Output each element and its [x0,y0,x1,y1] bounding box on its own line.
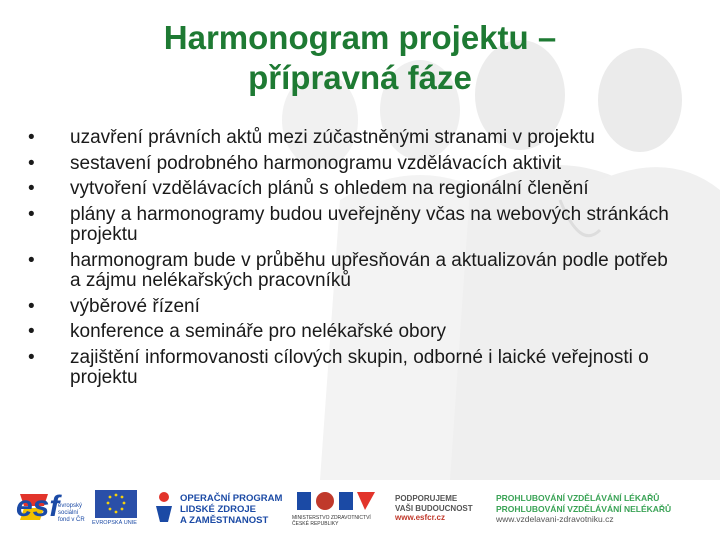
esf-subtext [58,503,85,524]
eu-label: EVROPSKÁ UNIE [92,520,137,526]
bullet-text: uzavření právních aktů mezi zúčastněnými stranami v projektu [70,127,595,148]
bullet-dot: • [28,127,35,148]
esf-wordmark: esf [16,490,60,523]
project-line: PROHLUBOVÁNÍ VZDĚLÁVÁNÍ NELÉKAŘŮ [496,503,672,514]
bullet-text: zajištění informovanosti cílových skupin, odborné i laické veřejnosti o projektu [70,346,649,388]
op-lzz-icon [152,490,176,524]
bullet-dot: • [28,249,35,271]
eu-flag-icon [95,490,137,518]
esf-subtext-line: fond v ČR [58,517,85,523]
bullet-dot: • [28,295,35,317]
op-line: OPERAČNÍ PROGRAM [180,493,283,504]
op-line: LIDSKÉ ZDROJE [180,504,257,515]
bullet-item [28,154,678,175]
support-line: PODPORUJEME [395,494,458,503]
slide-title [80,18,640,98]
project-line: PROHLUBOVÁNÍ VZDĚLÁVÁNÍ LÉKAŘŮ [496,493,660,503]
bullet-text: plány a harmonogramy budou uveřejněny včas na webových stránkách projektu [70,203,669,245]
bullet-dot: • [28,346,35,368]
bullet-item [28,251,678,292]
title-line-1: Harmonogram projektu – [163,19,557,56]
bullet-text: výběrové řízení [70,295,200,317]
bullet-text: harmonogram bude v průběhu upřesňován a aktualizován podle potřeb a zájmu nelékařských pracovníků [70,249,668,291]
ministry-logo-icon [295,488,377,514]
bullet-dot: • [28,152,35,174]
bullet-text: sestavení podrobného harmonogramu vzdělávacích aktivit [70,152,562,174]
esf-subtext-line: sociální [58,510,79,516]
bullet-dot: • [28,203,35,225]
ministry-line: ČESKÉ REPUBLIKY [292,521,339,527]
op-line: A ZAMĚSTNANOST [180,515,269,526]
support-url: www.esfcr.cz [395,513,445,522]
bullet-text: konference a semináře pro nelékařské obory [70,321,446,342]
ministry-line: MINISTERSTVO ZDRAVOTNICTVÍ [292,515,371,521]
op-lzz-text [180,493,282,526]
support-text [395,494,473,523]
project-url: www.vzdelavani-zdravotniku.cz [496,514,614,524]
bullet-text: vytvoření vzdělávacích plánů s ohledem na regionální členění [70,178,589,199]
bullet-item [28,297,678,318]
bullet-dot: • [28,178,35,199]
bullet-item [28,179,678,200]
title-line-2: přípravná fáze [248,59,472,96]
ministry-label [292,515,371,527]
bullet-item [28,322,678,343]
bullet-item [28,205,678,246]
bullet-dot: • [28,321,35,342]
bullet-item [28,348,678,389]
bullet-list [28,128,678,394]
bullet-item [28,128,678,149]
support-line: VAŠI BUDOUCNOST [395,503,473,513]
esf-subtext-line: evropský [58,503,83,509]
project-text [496,493,671,525]
